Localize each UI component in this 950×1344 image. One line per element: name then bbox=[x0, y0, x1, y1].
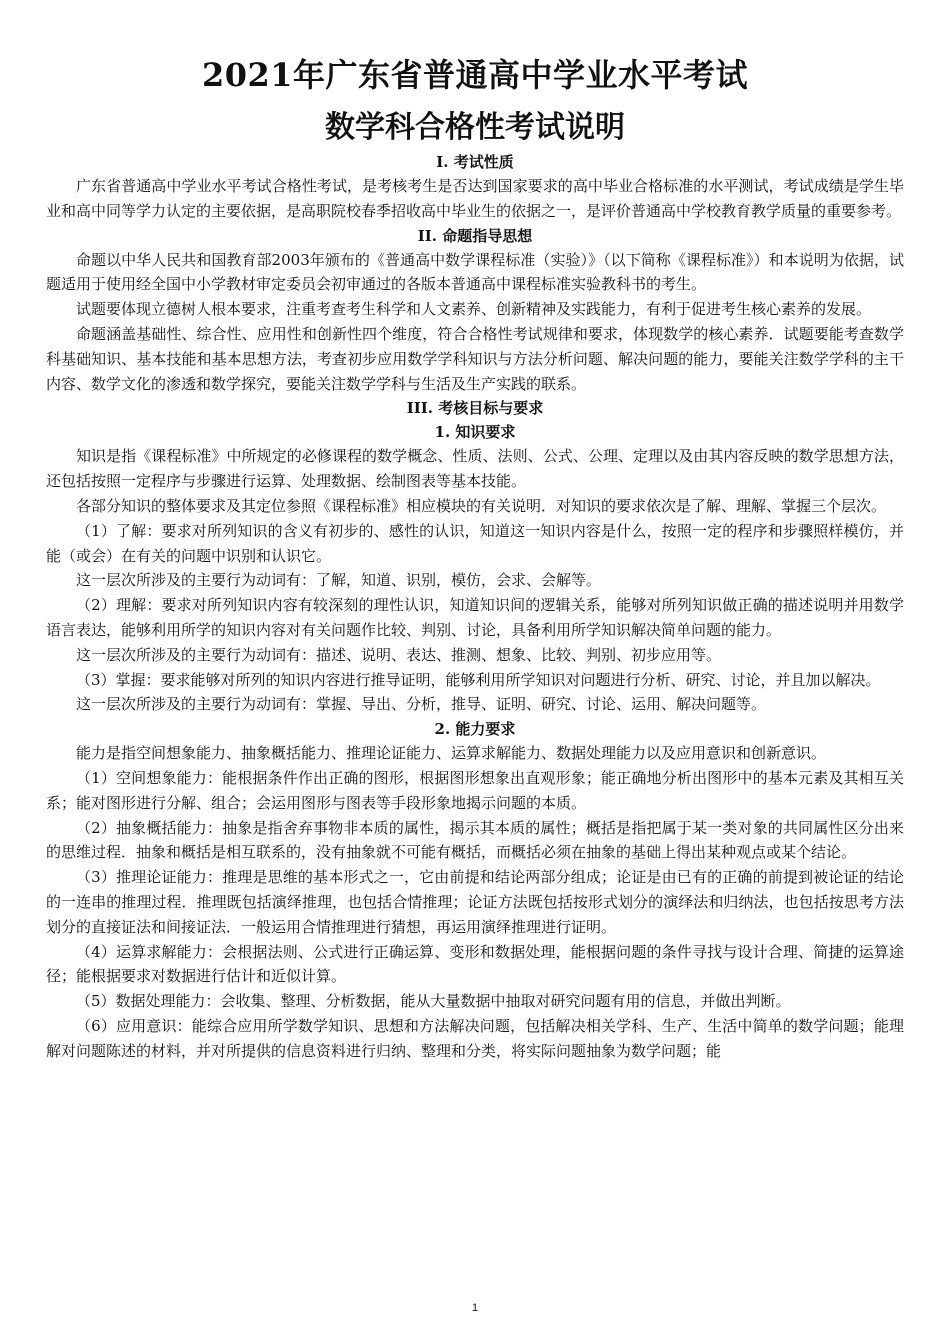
paragraph: 这一层次所涉及的主要行为动词有：描述、说明、表达、推测、想象、比较、判别、初步应用等。 bbox=[76, 645, 722, 664]
section-heading-1: I. 考试性质 bbox=[436, 153, 514, 171]
paragraph: 知识是指《课程标准》中所规定的必修课程的数学概念、性质、法则、公式、公理、定理以及由其内容反映的数学思想方法，还包括按照一定程序与步骤进行运算、处理数据、绘制图表等基本技能。 bbox=[46, 447, 904, 491]
paragraph: 命题涵盖基础性、综合性、应用性和创新性四个维度，符合合格性考试规律和要求，体现数学的核心素养．试题要能考查数学科基础知识、基本技能和基本思想方法，考查初步应用数学学科知识与方法分析问题、解决问题的能力，要能关注数学学科的主干内容、数学文化的渗透和数学探究，要能关注数学学科与生活及生产实践的联系。 bbox=[46, 324, 904, 393]
list-item: （2）理解：要求对所列知识内容有较深刻的理性认识，知道知识间的逻辑关系，能够对所列知识做正确的描述说明并用数学语言表达，能够利用所学的知识内容对有关问题作比较、判别、讨论，具备利用所学知识解决简单问题的能力。 bbox=[46, 596, 904, 639]
document-title: 2021年广东省普通高中学业水平考试 bbox=[201, 56, 749, 94]
paragraph: 能力是指空间想象能力、抽象概括能力、推理论证能力、运算求解能力、数据处理能力以及应用意识和创新意识。 bbox=[76, 744, 827, 763]
paragraph: 这一层次所涉及的主要行为动词有：了解，知道、识别，模仿，会求、会解等。 bbox=[76, 571, 602, 590]
section-heading-2: II. 命题指导思想 bbox=[417, 226, 533, 245]
list-item: （5）数据处理能力：会收集、整理、分析数据，能从大量数据中抽取对研究问题有用的信息，并做出判断。 bbox=[76, 992, 791, 1011]
list-item: （1）空间想象能力：能根据条件作出正确的图形，根据图形想象出直观形象；能正确地分析出图形中的基本元素及其相互关系；能对图形进行分解、组合；会运用图形与图表等手段形象地揭示问题的本质。 bbox=[46, 768, 904, 812]
paragraph: 广东省普通高中学业水平考试合格性考试，是考核考生是否达到国家要求的高中毕业合格标准的水平测试，考试成绩是学生毕业和高中同等学力认定的主要依据，是高职院校春季招收高中毕业生的依据之一，是评价普通高中学校教育教学质量的重要参考。 bbox=[46, 177, 904, 220]
subsection-heading-ability: 2. 能力要求 bbox=[434, 720, 516, 739]
list-item: （2）抽象概括能力：抽象是指舍弃事物非本质的属性，揭示其本质的属性；概括是指把属于某一类对象的共同属性区分出来的思维过程．抽象和概括是相互联系的，没有抽象就不可能有概括，而概括必须在抽象的基础上得出某种观点或某个结论。 bbox=[46, 818, 904, 862]
list-item: （3）推理论证能力：推理是思维的基本形式之一，它由前提和结论两部分组成；论证是由已有的正确的前提到被论证的结论的一连串的推理过程．推理既包括演绎推理，也包括合情推理；论证方法既包括按形式划分的演绎法和归纳法，也包括按思考方法划分的直接证法和间接证法．一般运用合情推理进行猜想，再运用演绎推理进行证明。 bbox=[46, 868, 904, 936]
document-page bbox=[46, 52, 904, 1064]
paragraph: 这一层次所涉及的主要行为动词有：掌握、导出、分析，推导、证明、研究、讨论、运用、解决问题等。 bbox=[76, 695, 767, 714]
section-heading-3: III. 考核目标与要求 bbox=[406, 399, 544, 418]
subsection-heading-knowledge: 1. 知识要求 bbox=[434, 423, 516, 442]
page-number: 1 bbox=[471, 1302, 479, 1314]
list-item: （3）掌握：要求能够对所列的知识内容进行推导证明，能够利用所学知识对问题进行分析、研究、讨论，并且加以解决。 bbox=[76, 670, 881, 689]
list-item: （6）应用意识：能综合应用所学数学知识、思想和方法解决问题，包括解决相关学科、生产、生活中简单的数学问题；能理解对问题陈述的材料，并对所提供的信息资料进行归纳、整理和分类，将实际问题抽象为数学问题；能 bbox=[46, 1016, 904, 1060]
paragraph: 试题要体现立德树人根本要求，注重考查考生科学和人文素养、创新精神及实践能力，有利于促进考生核心素养的发展。 bbox=[76, 300, 872, 319]
paragraph: 命题以中华人民共和国教育部2003年颁布的《普通高中数学课程标准（实验）》（以下简称《课程标准》）和本说明为依据，试题适用于使用经全国中小学教材审定委员会初审通过的各版本普通高中课程标准实验教科书的考生。 bbox=[46, 250, 904, 294]
list-item: （4）运算求解能力：会根据法则、公式进行正确运算、变形和数据处理，能根据问题的条件寻找与设计合理、简捷的运算途径；能根据要求对数据进行估计和近似计算。 bbox=[46, 942, 904, 986]
document-subtitle: 数学科合格性考试说明 bbox=[325, 110, 625, 145]
list-item: （1）了解：要求对所列知识的含义有初步的、感性的认识，知道这一知识内容是什么，按照一定的程序和步骤照样模仿，并能（或会）在有关的问题中识别和认识它。 bbox=[46, 521, 904, 565]
paragraph: 各部分知识的整体要求及其定位参照《课程标准》相应模块的有关说明．对知识的要求依次是了解、理解、掌握三个层次。 bbox=[76, 496, 887, 515]
